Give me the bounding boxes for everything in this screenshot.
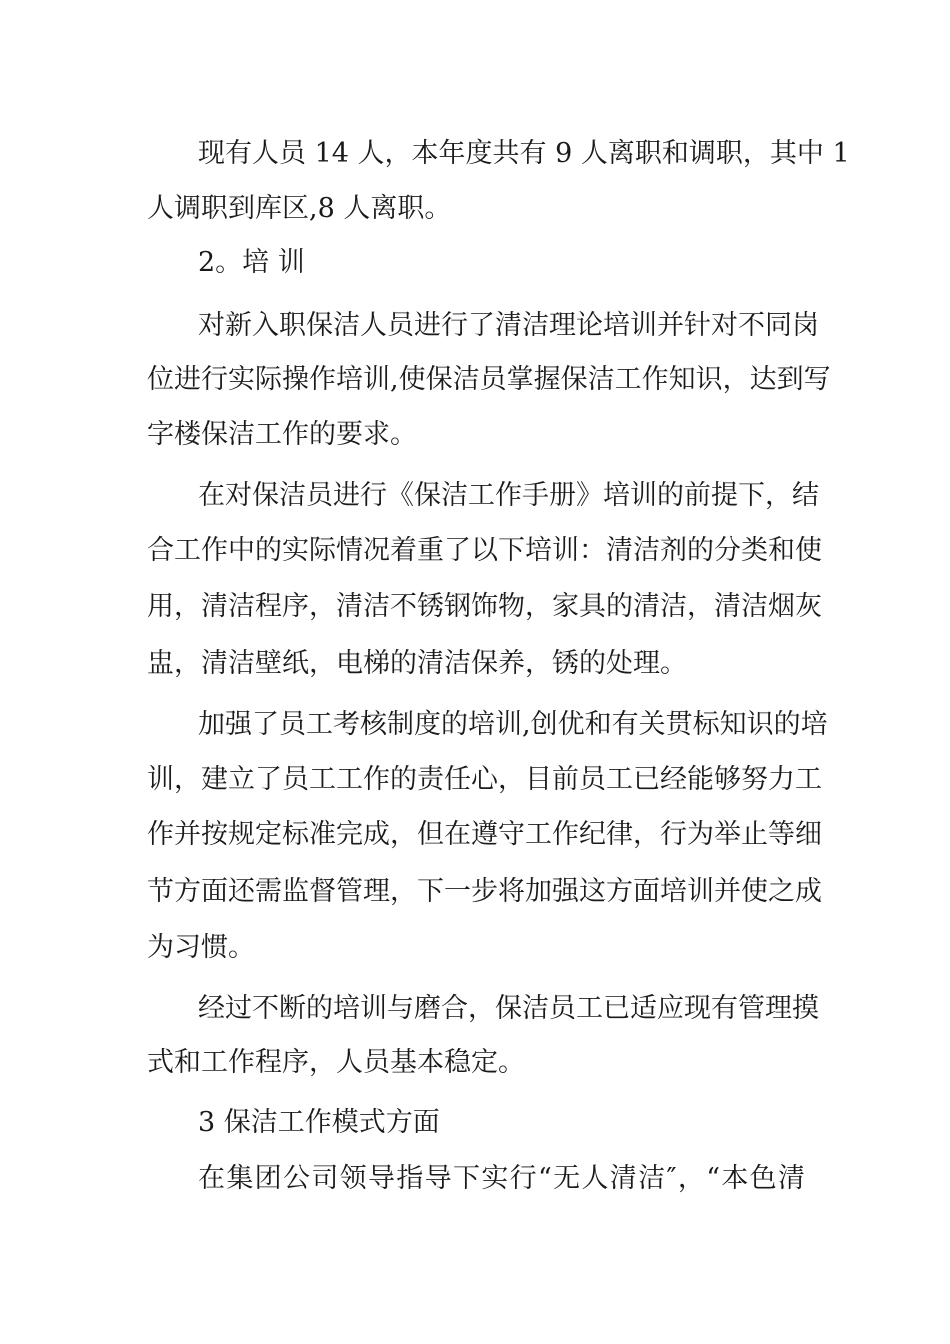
text-line: 位进行实际操作培训,使保洁员掌握保洁工作知识，达到写: [147, 364, 831, 395]
text-line: 加强了员工考核制度的培训,创优和有关贯标知识的培: [198, 709, 828, 740]
text-line: 在集团公司领导指导下实行“无人清洁″，“本色清: [198, 1163, 805, 1194]
text-line: 字楼保洁工作的要求。: [147, 419, 417, 450]
text-line: 用，清洁程序，清洁不锈钢饰物，家具的清洁，清洁烟灰: [147, 591, 822, 622]
text-line: 盅，清洁壁纸，电梯的清洁保养，锈的处理。: [147, 648, 687, 679]
section-heading: 3 保洁工作模式方面: [198, 1107, 440, 1138]
text-line: 在对保洁员进行《保洁工作手册》培训的前提下，结: [198, 480, 819, 511]
text-line: 训，建立了员工工作的责任心，目前员工已经能够努力工: [147, 764, 822, 795]
text-line: 现有人员 14 人，本年度共有 9 人离职和调职，其中 1: [198, 138, 850, 169]
text-line: 经过不断的培训与磨合，保洁员工已适应现有管理摸: [198, 993, 819, 1024]
text-line: 合工作中的实际情况着重了以下培训：清洁剂的分类和使: [147, 535, 822, 566]
text-line: 节方面还需监督管理，下一步将加强这方面培训并使之成: [147, 876, 822, 907]
text-line: 作并按规定标准完成，但在遵守工作纪律，行为举止等细: [147, 819, 822, 850]
text-line: 为习惯。: [147, 932, 255, 963]
text-line: 式和工作程序，人员基本稳定。: [147, 1047, 525, 1078]
text-line: 人调职到库区,8 人离职。: [147, 193, 452, 224]
text-line: 对新入职保洁人员进行了清洁理论培训并针对不同岗: [198, 310, 819, 341]
section-heading: 2。培 训: [198, 247, 305, 278]
